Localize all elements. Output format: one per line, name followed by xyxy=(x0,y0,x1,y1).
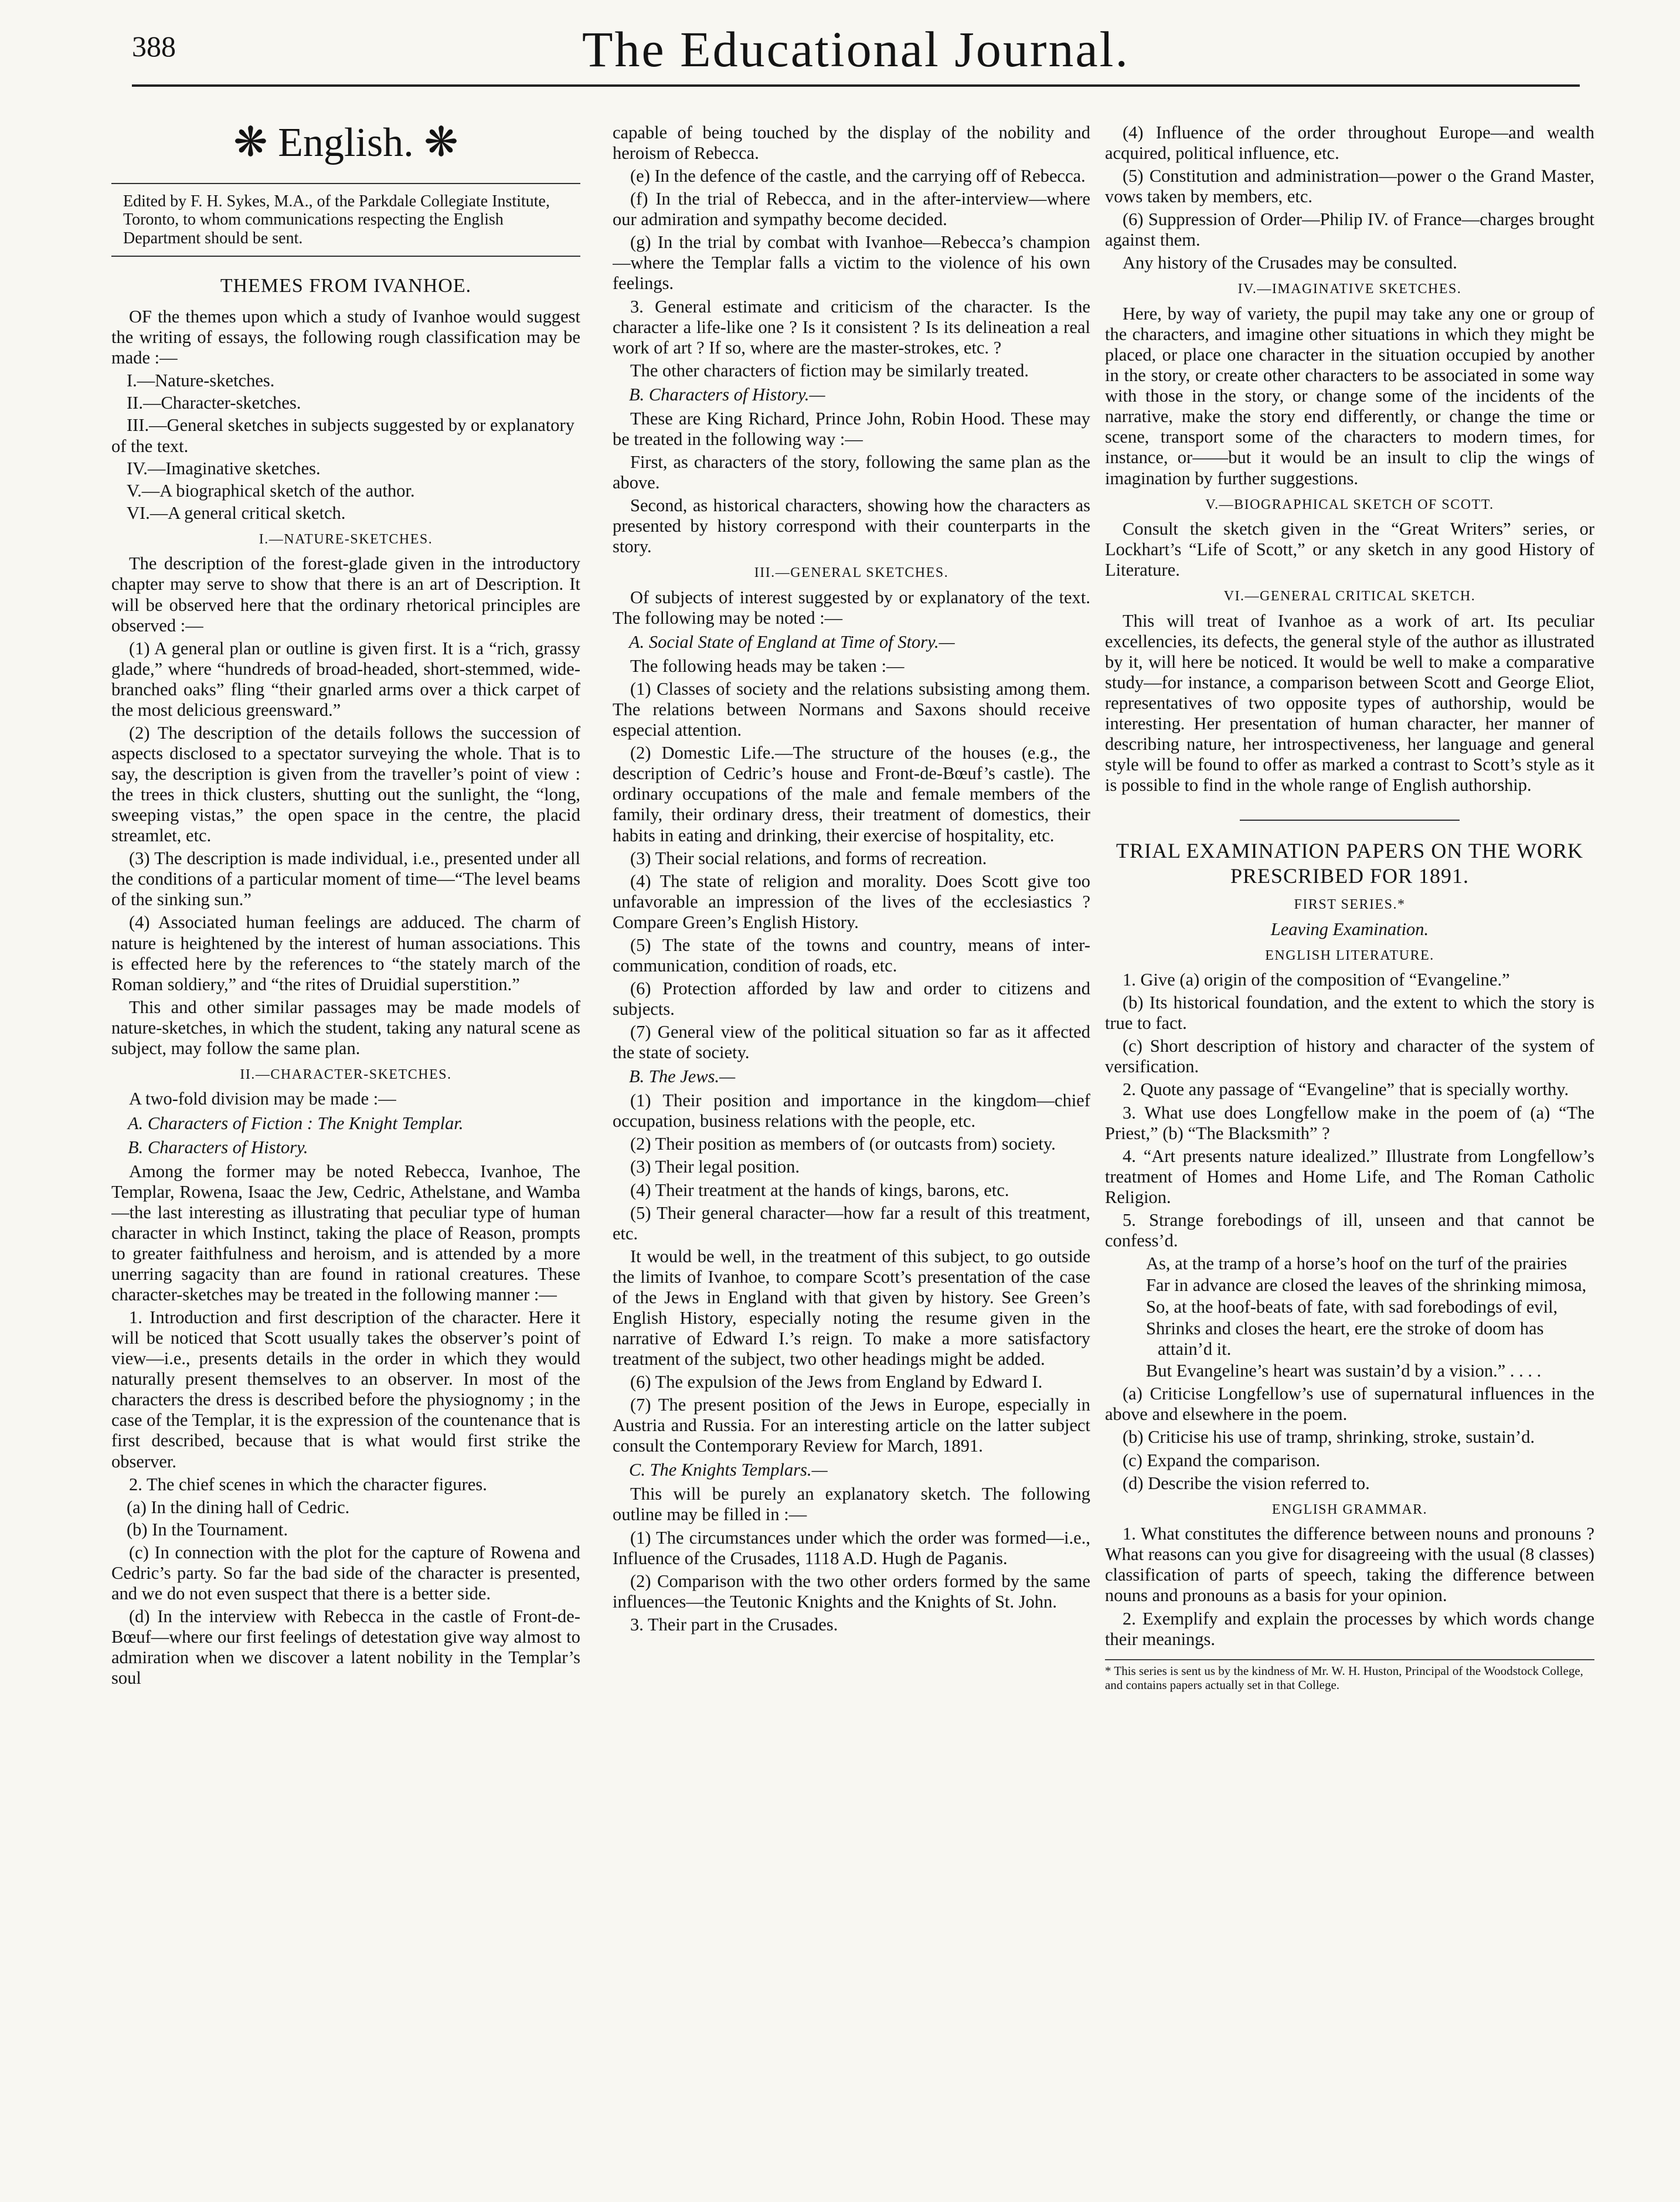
footnote: * This series is sent us by the kindness of Mr. W. H. Huston, Principal of the Woodstock College, and contains papers actually set in that College. xyxy=(1105,1659,1594,1692)
paragraph: (4) Influence of the order throughout Europe—and wealth acquired, political influence, etc. xyxy=(1105,123,1594,164)
italic-heading: A. Social State of England at Time of Story.— xyxy=(629,631,955,652)
paragraph: Among the former may be noted Rebecca, Ivanhoe, The Templar, Rowena, Isaac the Jew, Cedric, Athelstane, and Wamba—the last interesting as illustrating that peculiar type of human character in which Instinct, taking the place of Reason, prompts to greater faithfulness and heroism, and is attended by a more unerring sagacity than are found in rational creatures. These character-sketches may be treated in the following manner :— xyxy=(111,1161,580,1305)
italic-heading: B. Characters of History.— xyxy=(629,384,825,405)
column-1-body xyxy=(111,274,580,1688)
paragraph: (7) General view of the political situation so far as it affected the state of society. xyxy=(613,1022,1090,1063)
poem-line: Far in advance are closed the leaves of the shrinking mimosa, xyxy=(1146,1275,1587,1296)
paragraph: 3. General estimate and criticism of the character. Is the character a life-like one ? Is it consistent ? Is its delineation a real work of art ? If so, where are the master-strokes, etc. ? xyxy=(613,296,1090,358)
italic-heading: B. The Jews.— xyxy=(629,1066,736,1087)
paragraph: (1) The circumstances under which the order was formed—i.e., Influence of the Crusades, 1118 A.D. Hugh de Paganis. xyxy=(613,1527,1090,1568)
column-2 xyxy=(613,120,1090,2179)
editor-note: Edited by F. H. Sykes, M.A., of the Parkdale Collegiate Institute, Toronto, to whom communications respecting the English Department should be sent. xyxy=(123,192,550,247)
paragraph: (f) In the trial of Rebecca, and in the after-interview—where our admiration and sympathy become decided. xyxy=(613,189,1090,230)
journal-title: The Educational Journal. xyxy=(581,21,1130,77)
masthead-rule xyxy=(132,84,1580,87)
list-item: I.—Nature-sketches. xyxy=(127,371,275,391)
italic-heading: A. Characters of Fiction : The Knight Templar. xyxy=(128,1113,464,1133)
paragraph: 3. Their part in the Crusades. xyxy=(630,1614,838,1634)
paragraph: Second, as historical characters, showing how the characters as presented by history correspond with their counterparts in the story. xyxy=(613,495,1090,557)
paragraph: (a) Criticise Longfellow’s use of supernatural influences in the above and elsewhere in the poem. xyxy=(1105,1384,1594,1425)
italic-heading: C. The Knights Templars.— xyxy=(629,1460,828,1480)
exam-title: TRIAL EXAMINATION PAPERS ON THE WORK PRESCRIBED FOR 1891. xyxy=(1116,838,1584,888)
subheading: I.—NATURE-SKETCHES. xyxy=(259,531,433,547)
paragraph: (7) The present position of the Jews in Europe, especially in Austria and Russia. For an interesting article on the latter subject consult the Contemporary Review for March, 1891. xyxy=(613,1395,1090,1456)
paragraph: (3) Their social relations, and forms of recreation. xyxy=(630,848,987,868)
poem-line: Shrinks and closes the heart, ere the stroke of doom has attain’d it. xyxy=(1146,1319,1544,1360)
italic-subtitle: Leaving Examination. xyxy=(1270,919,1429,939)
subheading: III.—GENERAL SKETCHES. xyxy=(754,565,949,581)
list-item: VI.—A general critical sketch. xyxy=(127,502,346,523)
italic-heading: B. Characters of History. xyxy=(128,1137,308,1157)
paragraph: OF the themes upon which a study of Ivanhoe would suggest the writing of essays, the following rough classification may be made :— xyxy=(111,307,580,368)
paragraph: (5) Their general character—how far a result of this treatment, etc. xyxy=(613,1202,1090,1243)
paragraph: (2) Domestic Life.—The structure of the houses (e.g., the description of Cedric’s house and Front-de-Bœuf’s castle). The ordinary occupations of the male and female members of the family, their ordinary dress, their treatment of domestics, their habits in eating and drinking, their exercise of hospitality, etc. xyxy=(613,743,1090,845)
list-item: II.—Character-sketches. xyxy=(127,393,301,413)
list-item: IV.—Imaginative sketches. xyxy=(127,458,321,478)
paragraph: (b) Criticise his use of tramp, shrinking, stroke, sustain’d. xyxy=(1123,1427,1535,1447)
paragraph: 2. Exemplify and explain the processes by which words change their meanings. xyxy=(1105,1608,1594,1649)
column-3 xyxy=(1105,120,1594,2179)
paragraph: This and other similar passages may be made models of nature-sketches, in which the student, taking any natural scene as subject, may follow the same plan. xyxy=(111,997,580,1058)
divider xyxy=(1240,820,1460,821)
paragraph: (4) Their treatment at the hands of kings, barons, etc. xyxy=(630,1180,1009,1200)
list-item: V.—A biographical sketch of the author. xyxy=(127,480,415,501)
paragraph: These are King Richard, Prince John, Robin Hood. These may be treated in the following way :— xyxy=(613,408,1090,449)
paragraph: 2. The chief scenes in which the character figures. xyxy=(129,1474,487,1494)
paragraph: Any history of the Crusades may be consulted. xyxy=(1123,253,1457,273)
paragraph: This will be purely an explanatory sketch. The following outline may be filled in :— xyxy=(613,1484,1090,1525)
masthead xyxy=(132,23,1580,82)
paragraph: (2) Comparison with the two other orders formed by the same influences—the Teutonic Knights and the Knights of St. John. xyxy=(613,1571,1090,1612)
paragraph: (3) Their legal position. xyxy=(630,1157,800,1177)
paragraph: 4. “Art presents nature idealized.” Illustrate from Longfellow’s treatment of Homes and Home Life, and The Roman Catholic Religion. xyxy=(1105,1146,1594,1207)
rule xyxy=(111,256,580,257)
paragraph: (5) The state of the towns and country, means of inter-communication, condition of roads, etc. xyxy=(613,935,1090,976)
paragraph: (d) Describe the vision referred to. xyxy=(1123,1473,1370,1493)
paragraph: (1) A general plan or outline is given first. It is a “rich, grassy glade,” where “hundreds of broad-headed, short-stemmed, wide-branched oaks” fling “their gnarled arms over a thick carpet of the most delicious greensward.” xyxy=(111,638,580,720)
subheading: IV.—IMAGINATIVE SKETCHES. xyxy=(1237,281,1462,297)
paragraph: A two-fold division may be made :— xyxy=(129,1089,396,1109)
column-2-body xyxy=(613,123,1090,1635)
poem-line: As, at the tramp of a horse’s hoof on the turf of the prairies xyxy=(1146,1253,1567,1273)
paragraph: Of subjects of interest suggested by or explanatory of the text. The following may be noted :— xyxy=(613,587,1090,628)
paragraph: 3. What use does Longfellow make in the poem of (a) “The Priest,” (b) “The Blacksmith” ? xyxy=(1105,1102,1594,1143)
paragraph: 2. Quote any passage of “Evangeline” that is specially worthy. xyxy=(1123,1079,1569,1100)
paragraph: (6) Protection afforded by law and order to citizens and subjects. xyxy=(613,978,1090,1020)
paragraph: The description of the forest-glade given in the introductory chapter may serve to show that there is an art of Description. It will be observed here that the ordinary rhetorical principles are observed :— xyxy=(111,553,580,636)
paragraph: It would be well, in the treatment of this subject, to go outside the limits of Ivanhoe, to compare Scott’s presentation of the case of the Jews in England with that given by history. See Green’s English History, especially noting the resume given in the narrative of Edward I.’s reign. To make a more satisfactory treatment of the subject, two other headings might be added. xyxy=(613,1246,1090,1370)
subheading: V.—BIOGRAPHICAL SKETCH OF SCOTT. xyxy=(1205,497,1494,512)
subheading: ENGLISH GRAMMAR. xyxy=(1271,1501,1428,1517)
column-3-body xyxy=(1105,123,1594,1692)
paragraph: (g) In the trial by combat with Ivanhoe—Rebecca’s champion—where the Templar falls a victim to the violence of his own feelings. xyxy=(613,232,1090,294)
paragraph: The following heads may be taken :— xyxy=(630,656,904,677)
paragraph: (c) Short description of history and character of the system of versification. xyxy=(1105,1036,1594,1077)
paragraph: (c) Expand the comparison. xyxy=(1123,1450,1321,1470)
paragraph: (e) In the defence of the castle, and the carrying off of Rebecca. xyxy=(630,166,1086,186)
subheading: II.—CHARACTER-SKETCHES. xyxy=(240,1066,452,1082)
paragraph: (2) The description of the details follows the succession of aspects disclosed to a spectator surveying the whole. That is to say, the description is given from the traveller’s point of view : the trees in thick clusters, shutting out the sunlight, the “long, sweeping vistas,” the open space in the centre, the placid streamlet, etc. xyxy=(111,722,580,846)
paragraph: This will treat of Ivanhoe as a work of art. Its peculiar excellencies, its defects, the general style of the author as illustrated by it, will here be noticed. It would be well to make a comparative study—for instance, a comparison between Scott and George Eliot, representatives of two opposite types of authorship, would be interesting. Her presentation of human character, her manner of describing nature, her introspectiveness, her language and general style will be found to offer as marked a contrast to Scott’s style as it is possible to find in the whole range of English authorship. xyxy=(1105,610,1594,796)
paragraph: 1. Give (a) origin of the composition of “Evangeline.” xyxy=(1123,970,1510,990)
poem-line: But Evangeline’s heart was sustain’d by a vision.” . . . . xyxy=(1146,1361,1542,1381)
paragraph: (b) Its historical foundation, and the extent to which the story is true to fact. xyxy=(1105,993,1594,1034)
rule xyxy=(111,183,580,184)
list-item: III.—General sketches in subjects suggested by or explanatory of the text. xyxy=(111,415,574,456)
paragraph: (2) Their position as members of (or outcasts from) society. xyxy=(630,1134,1056,1154)
paragraph: (1) Their position and importance in the kingdom—chief occupation, business relations with the people, etc. xyxy=(613,1090,1090,1131)
paragraph: capable of being touched by the display of the nobility and heroism of Rebecca. xyxy=(613,123,1090,164)
paragraph: (4) Associated human feelings are adduced. The charm of nature is heightened by the interest of human associations. This is effected here by the references to “the stately march of the Roman soldiery,” and “the rites of Druidial superstition.” xyxy=(111,912,580,994)
paragraph: (4) The state of religion and morality. Does Scott give too unfavorable an impression of the lives of the ecclesiastics ? Compare Green’s English History. xyxy=(613,871,1090,932)
paragraph: 5. Strange forebodings of ill, unseen and that cannot be confess’d. xyxy=(1105,1209,1594,1250)
list-item: (b) In the Tournament. xyxy=(127,1519,288,1540)
subheading: VI.—GENERAL CRITICAL SKETCH. xyxy=(1223,589,1476,604)
paragraph: (c) In connection with the plot for the capture of Rowena and Cedric’s party. So far the bad side of the character is presented, and we do not even suspect that there is a better side. xyxy=(111,1542,580,1603)
page-number: 388 xyxy=(132,30,176,63)
paragraph: Consult the sketch given in the “Great Writers” series, or Lockhart’s “Life of Scott,” or any sketch in any good History of Literature. xyxy=(1105,519,1594,580)
paragraph: (6) Suppression of Order—Philip IV. of France—charges brought against them. xyxy=(1105,209,1594,250)
section-title: ❋ English. ❋ xyxy=(233,120,458,165)
poem-line: So, at the hoof-beats of fate, with sad forebodings of evil, xyxy=(1146,1297,1558,1317)
paragraph: (d) In the interview with Rebecca in the castle of Front-de-Bœuf—where our first feelings of detestation give way almost to admiration when we discover a latent nobility in the Templar’s soul xyxy=(111,1606,580,1688)
paragraph: 1. What constitutes the difference between nouns and pronouns ? What reasons can you give for disagreeing with the usual (8 classes) classification of parts of speech, taking the difference between nouns and pronouns as a basis for your opinion. xyxy=(1105,1524,1594,1606)
subheading: ENGLISH LITERATURE. xyxy=(1265,947,1434,963)
subheading: FIRST SERIES.* xyxy=(1294,896,1406,912)
paragraph: The other characters of fiction may be similarly treated. xyxy=(630,360,1029,380)
paragraph: (3) The description is made individual, i.e., presented under all the conditions of a particular moment of time—“The level beams of the sinking sun.” xyxy=(111,848,580,910)
paragraph: First, as characters of the story, following the same plan as the above. xyxy=(613,451,1090,492)
list-item: (a) In the dining hall of Cedric. xyxy=(127,1497,350,1517)
column-1 xyxy=(111,120,580,2179)
paragraph: 1. Introduction and first description of the character. Here it will be noticed that Scott usually takes the observer’s point of view—i.e., presents details in the order in which they would naturally present themselves to an observer. In most of the characters the dress is described before the physiognomy ; in the case of the Templar, it is the expression of the countenance that is first described, because that is what would first strike the observer. xyxy=(111,1307,580,1472)
paragraph: (6) The expulsion of the Jews from England by Edward I. xyxy=(630,1372,1043,1392)
paragraph: (1) Classes of society and the relations subsisting among them. The relations between Normans and Saxons should receive especial attention. xyxy=(613,679,1090,740)
paragraph: Here, by way of variety, the pupil may take any one or group of the characters, and imagine other situations in which they might be placed, or place one character in the situation occupied by another in the story, or create other characters to be associated in some way with those in the story, or change some of the incidents of the narrative, make the story end differently, or change the time or scene, transport some of the characters to modern times, for instance, or——but it would be an insult to clip the wings of imagination by further suggestions. xyxy=(1105,304,1594,488)
paragraph: (5) Constitution and administration—power o the Grand Master, vows taken by members, etc. xyxy=(1105,166,1594,207)
article-title: THEMES FROM IVANHOE. xyxy=(220,275,472,297)
